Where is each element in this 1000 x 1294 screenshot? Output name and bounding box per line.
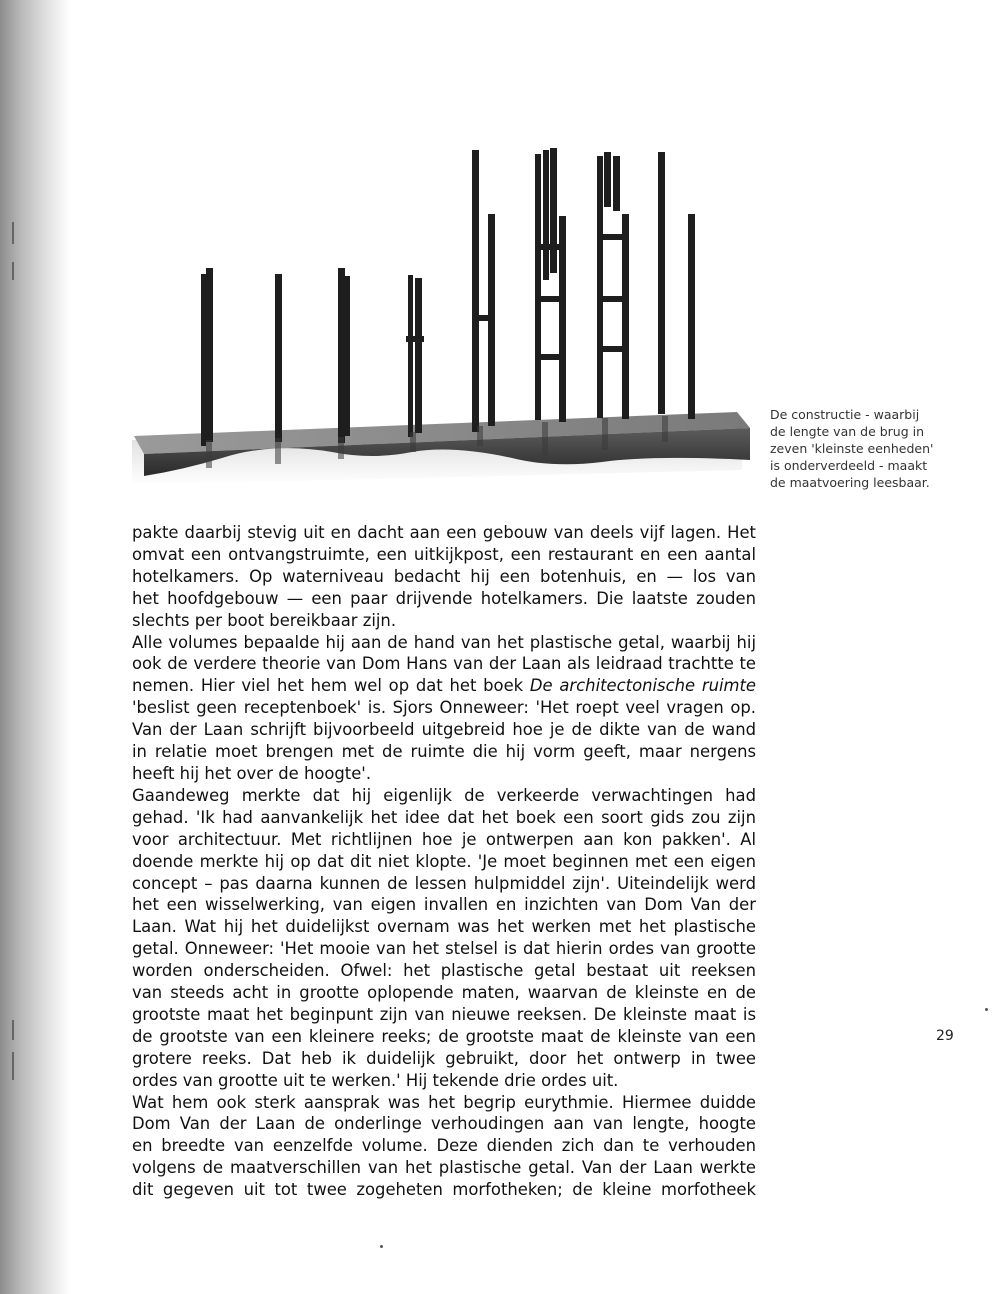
paragraph: [132, 522, 756, 632]
text-line: in relatie moet brengen met de ruimte die hij vorm geeft, maar nergens: [132, 742, 756, 762]
text-line: gehad. 'Ik had aanvankelijk het idee dat het boek een soort gids zou zijn: [132, 807, 756, 827]
text-line: slechts per boot bereikbaar zijn.: [132, 610, 397, 630]
text-line: en breedte van eenzelfde volume. Deze dienden zich dan te verhouden: [132, 1136, 756, 1156]
print-speck: [985, 1008, 988, 1011]
gutter-mark: [12, 1020, 14, 1040]
caption-line: De constructie - waarbij: [770, 407, 920, 422]
text-line: getal. Onneweer: 'Het mooie van het stelsel is dat hierin ordes van grootte: [132, 939, 756, 959]
text-line: doende merkte hij op dat dit niet klopte. 'Je moet beginnen met een eigen: [132, 851, 756, 871]
gutter-mark: [12, 222, 14, 244]
bridge-model-photo: [132, 140, 752, 490]
text-line: ook de verdere theorie van Dom Hans van der Laan als leidraad trachtte te: [132, 654, 756, 674]
text-line: Dom Van der Laan de onderlinge verhoudingen aan van lengte, hoogte: [132, 1114, 756, 1134]
article-body: [132, 522, 756, 1201]
text-line: heeft hij het over de hoogte'.: [132, 763, 372, 783]
text-line: van steeds acht in grootte oplopende maten, waarvan de kleinste en de: [132, 983, 756, 1003]
gutter-mark: [12, 1052, 14, 1080]
paragraph: [132, 1092, 756, 1202]
book-title: De architectonische ruimte: [529, 676, 756, 696]
caption-line: zeven 'kleinste eenheden': [770, 441, 934, 456]
text-line: Van der Laan schrijft bijvoorbeeld uitgebreid hoe je de dikte van de wand: [132, 720, 756, 740]
text-line: worden onderscheiden. Ofwel: het plastische getal bestaat uit reeksen: [132, 961, 756, 981]
text-line: grootste maat het beginpunt zijn van nieuwe reeksen. De kleinste maat is: [132, 1004, 756, 1024]
paragraph: [132, 632, 756, 785]
gutter-mark: [12, 262, 14, 280]
print-speck: [380, 1245, 383, 1248]
photo-caption: [770, 406, 970, 491]
caption-line: de maatvoering leesbaar.: [770, 475, 930, 490]
text-line: het hoofdgebouw — een paar drijvende hotelkamers. Die laatste zouden: [132, 588, 756, 608]
page-number: 29: [936, 1028, 954, 1044]
text-line: Alle volumes bepaalde hij aan de hand van het plastische getal, waarbij hij: [132, 632, 756, 652]
text-line: voor architectuur. Met richtlijnen hoe je ontwerpen aan kon pakken'. Al: [132, 829, 756, 849]
text-line: hotelkamers. Op waterniveau bedacht hij een botenhuis, en — los van: [132, 566, 756, 586]
text-line: Laan. Wat hij het duidelijkst overnam was het werken met het plastische: [132, 917, 756, 937]
text-line-with-title: [132, 675, 756, 697]
caption-line: de lengte van de brug in: [770, 424, 925, 439]
text-line: concept – pas daarna kunnen de lessen hulpmiddel zijn'. Uiteindelijk werd: [132, 873, 756, 893]
text-line: volgens de maatverschillen van het plastische getal. Van der Laan werkte: [132, 1158, 756, 1178]
page-gutter-shadow: [0, 0, 70, 1294]
text-line: dit gegeven uit tot twee zogeheten morfotheken; de kleine morfotheek: [132, 1180, 756, 1200]
text-line: pakte daarbij stevig uit en dacht aan een gebouw van deels vijf lagen. Het: [132, 523, 756, 542]
text-line: ordes van grootte uit te werken.' Hij tekende drie ordes uit.: [132, 1070, 619, 1090]
text-line: Wat hem ook sterk aansprak was het begrip eurythmie. Hiermee duidde: [132, 1092, 756, 1112]
text-line: 'beslist geen receptenboek' is. Sjors Onneweer: 'Het roept veel vragen op.: [132, 698, 756, 718]
text-line: de grootste van een kleinere reeks; de grootste maat de kleinste van een: [132, 1026, 756, 1046]
text-line: Gaandeweg merkte dat hij eigenlijk de verkeerde verwachtingen had: [132, 785, 756, 805]
text-line: het een wisselwerking, van eigen invallen en inzichten van Dom Van der: [132, 895, 756, 915]
paragraph: [132, 785, 756, 1092]
text-segment: nemen. Hier viel het hem wel op dat het boek: [132, 676, 530, 696]
text-line: grotere reeks. Dat heb ik duidelijk gebruikt, door het ontwerp in twee: [132, 1048, 756, 1068]
text-line: omvat een ontvangstruimte, een uitkijkpost, een restaurant en een aantal: [132, 544, 756, 564]
caption-line: is onderverdeeld - maakt: [770, 458, 928, 473]
